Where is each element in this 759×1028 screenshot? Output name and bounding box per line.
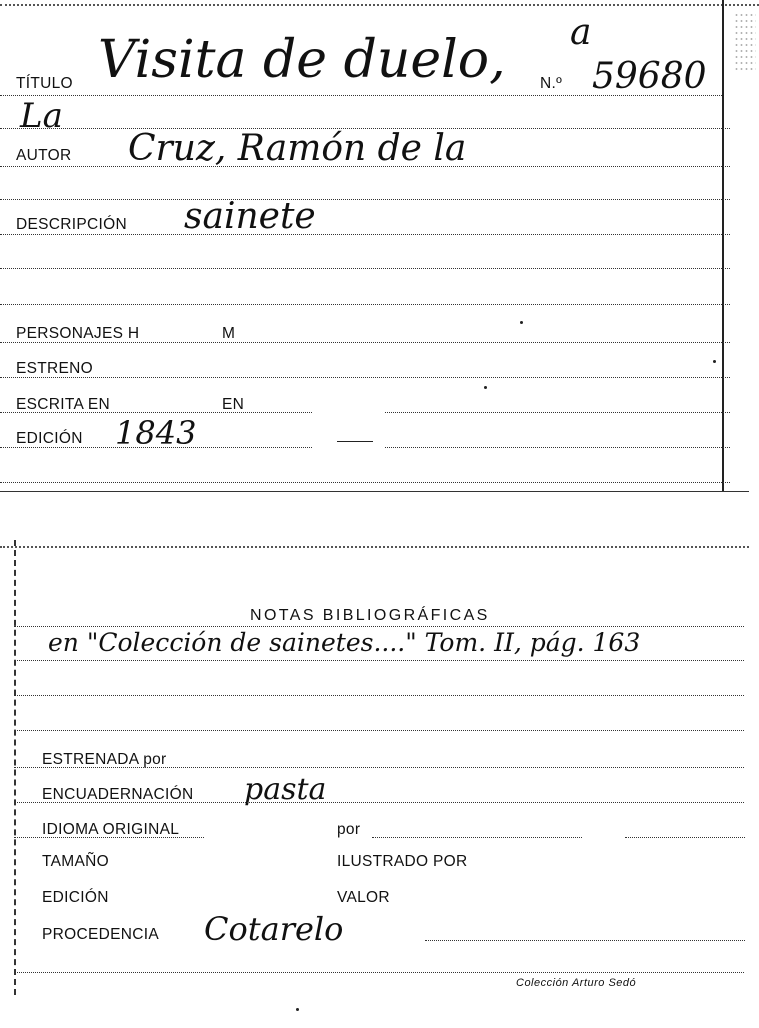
idioma-original-label: IDIOMA ORIGINAL [42, 821, 180, 838]
titulo-label: TÍTULO [16, 75, 73, 92]
procedencia-rule [425, 940, 745, 941]
personajes-m-label: M [222, 325, 236, 342]
tamano-label: TAMAÑO [42, 853, 109, 870]
nota-value: en "Colección de sainetes...." Tom. II, pág. 163 [48, 628, 641, 657]
escrita-en-rule [0, 412, 312, 413]
descripcion-rule [0, 234, 730, 235]
edicion-rule-right [385, 447, 730, 448]
catalog-card-back [0, 540, 759, 995]
speck [296, 1008, 299, 1011]
blank-rule-3 [0, 304, 730, 305]
titulo-value: Visita de duelo, [98, 30, 506, 90]
edicion-back-label: EDICIÓN [42, 889, 109, 906]
titulo-continuation: La [20, 96, 63, 136]
edicion-value: 1843 [115, 414, 197, 452]
card-bottom-edge [0, 491, 749, 492]
estreno-rule [0, 377, 730, 378]
scan-noise [734, 12, 756, 72]
edicion-label: EDICIÓN [16, 430, 83, 447]
bottom-rule [14, 972, 744, 973]
autor-label: AUTOR [16, 147, 72, 164]
blank-rule-6 [14, 730, 744, 731]
catalog-card-front [0, 0, 759, 492]
speck [713, 360, 716, 363]
numero-label: N.º [540, 75, 563, 92]
personajes-rule [0, 342, 730, 343]
descripcion-value: sainete [184, 196, 316, 237]
ilustrado-por-label: ILUSTRADO POR [337, 853, 468, 870]
card-top-edge [0, 546, 749, 548]
procedencia-label: PROCEDENCIA [42, 926, 159, 943]
procedencia-value: Cotarelo [204, 910, 344, 948]
blank-rule-5 [14, 695, 744, 696]
encuadernacion-rule [14, 802, 744, 803]
escrita-en-label: ESCRITA EN [16, 396, 111, 413]
numero-value: 59680 [592, 56, 707, 97]
speck [520, 321, 523, 324]
encuadernacion-label: ENCUADERNACIÓN [42, 786, 194, 803]
en-rule [385, 412, 730, 413]
autor-value: Cruz, Ramón de la [128, 128, 467, 169]
numero-superscript: a [570, 12, 592, 53]
encuadernacion-value: pasta [244, 772, 327, 807]
notas-heading: NOTAS BIBLIOGRÁFICAS [250, 607, 490, 624]
descripcion-label: DESCRIPCIÓN [16, 216, 127, 233]
edicion-dash [337, 441, 373, 442]
edicion-rule [0, 447, 312, 448]
por-rule [372, 837, 582, 838]
blank-rule-2 [0, 268, 730, 269]
valor-label: VALOR [337, 889, 390, 906]
collection-credit: Colección Arturo Sedó [516, 977, 637, 989]
estrenada-por-label: ESTRENADA por [42, 751, 167, 768]
autor-rule [0, 166, 730, 167]
en-label: EN [222, 396, 245, 413]
heading-rule [14, 626, 744, 627]
blank-rule-4 [0, 482, 730, 483]
card-right-border [722, 0, 724, 492]
por-label: por [337, 821, 361, 838]
estrenada-rule [14, 767, 744, 768]
idioma-rule [14, 837, 204, 838]
blank-rule-1 [0, 199, 730, 200]
speck [484, 386, 487, 389]
nota-rule [14, 660, 744, 661]
card-top-edge [0, 4, 759, 6]
personajes-h-label: PERSONAJES H [16, 325, 140, 342]
titulo-rule [0, 95, 722, 96]
por-rule-2 [625, 837, 745, 838]
estreno-label: ESTRENO [16, 360, 94, 377]
